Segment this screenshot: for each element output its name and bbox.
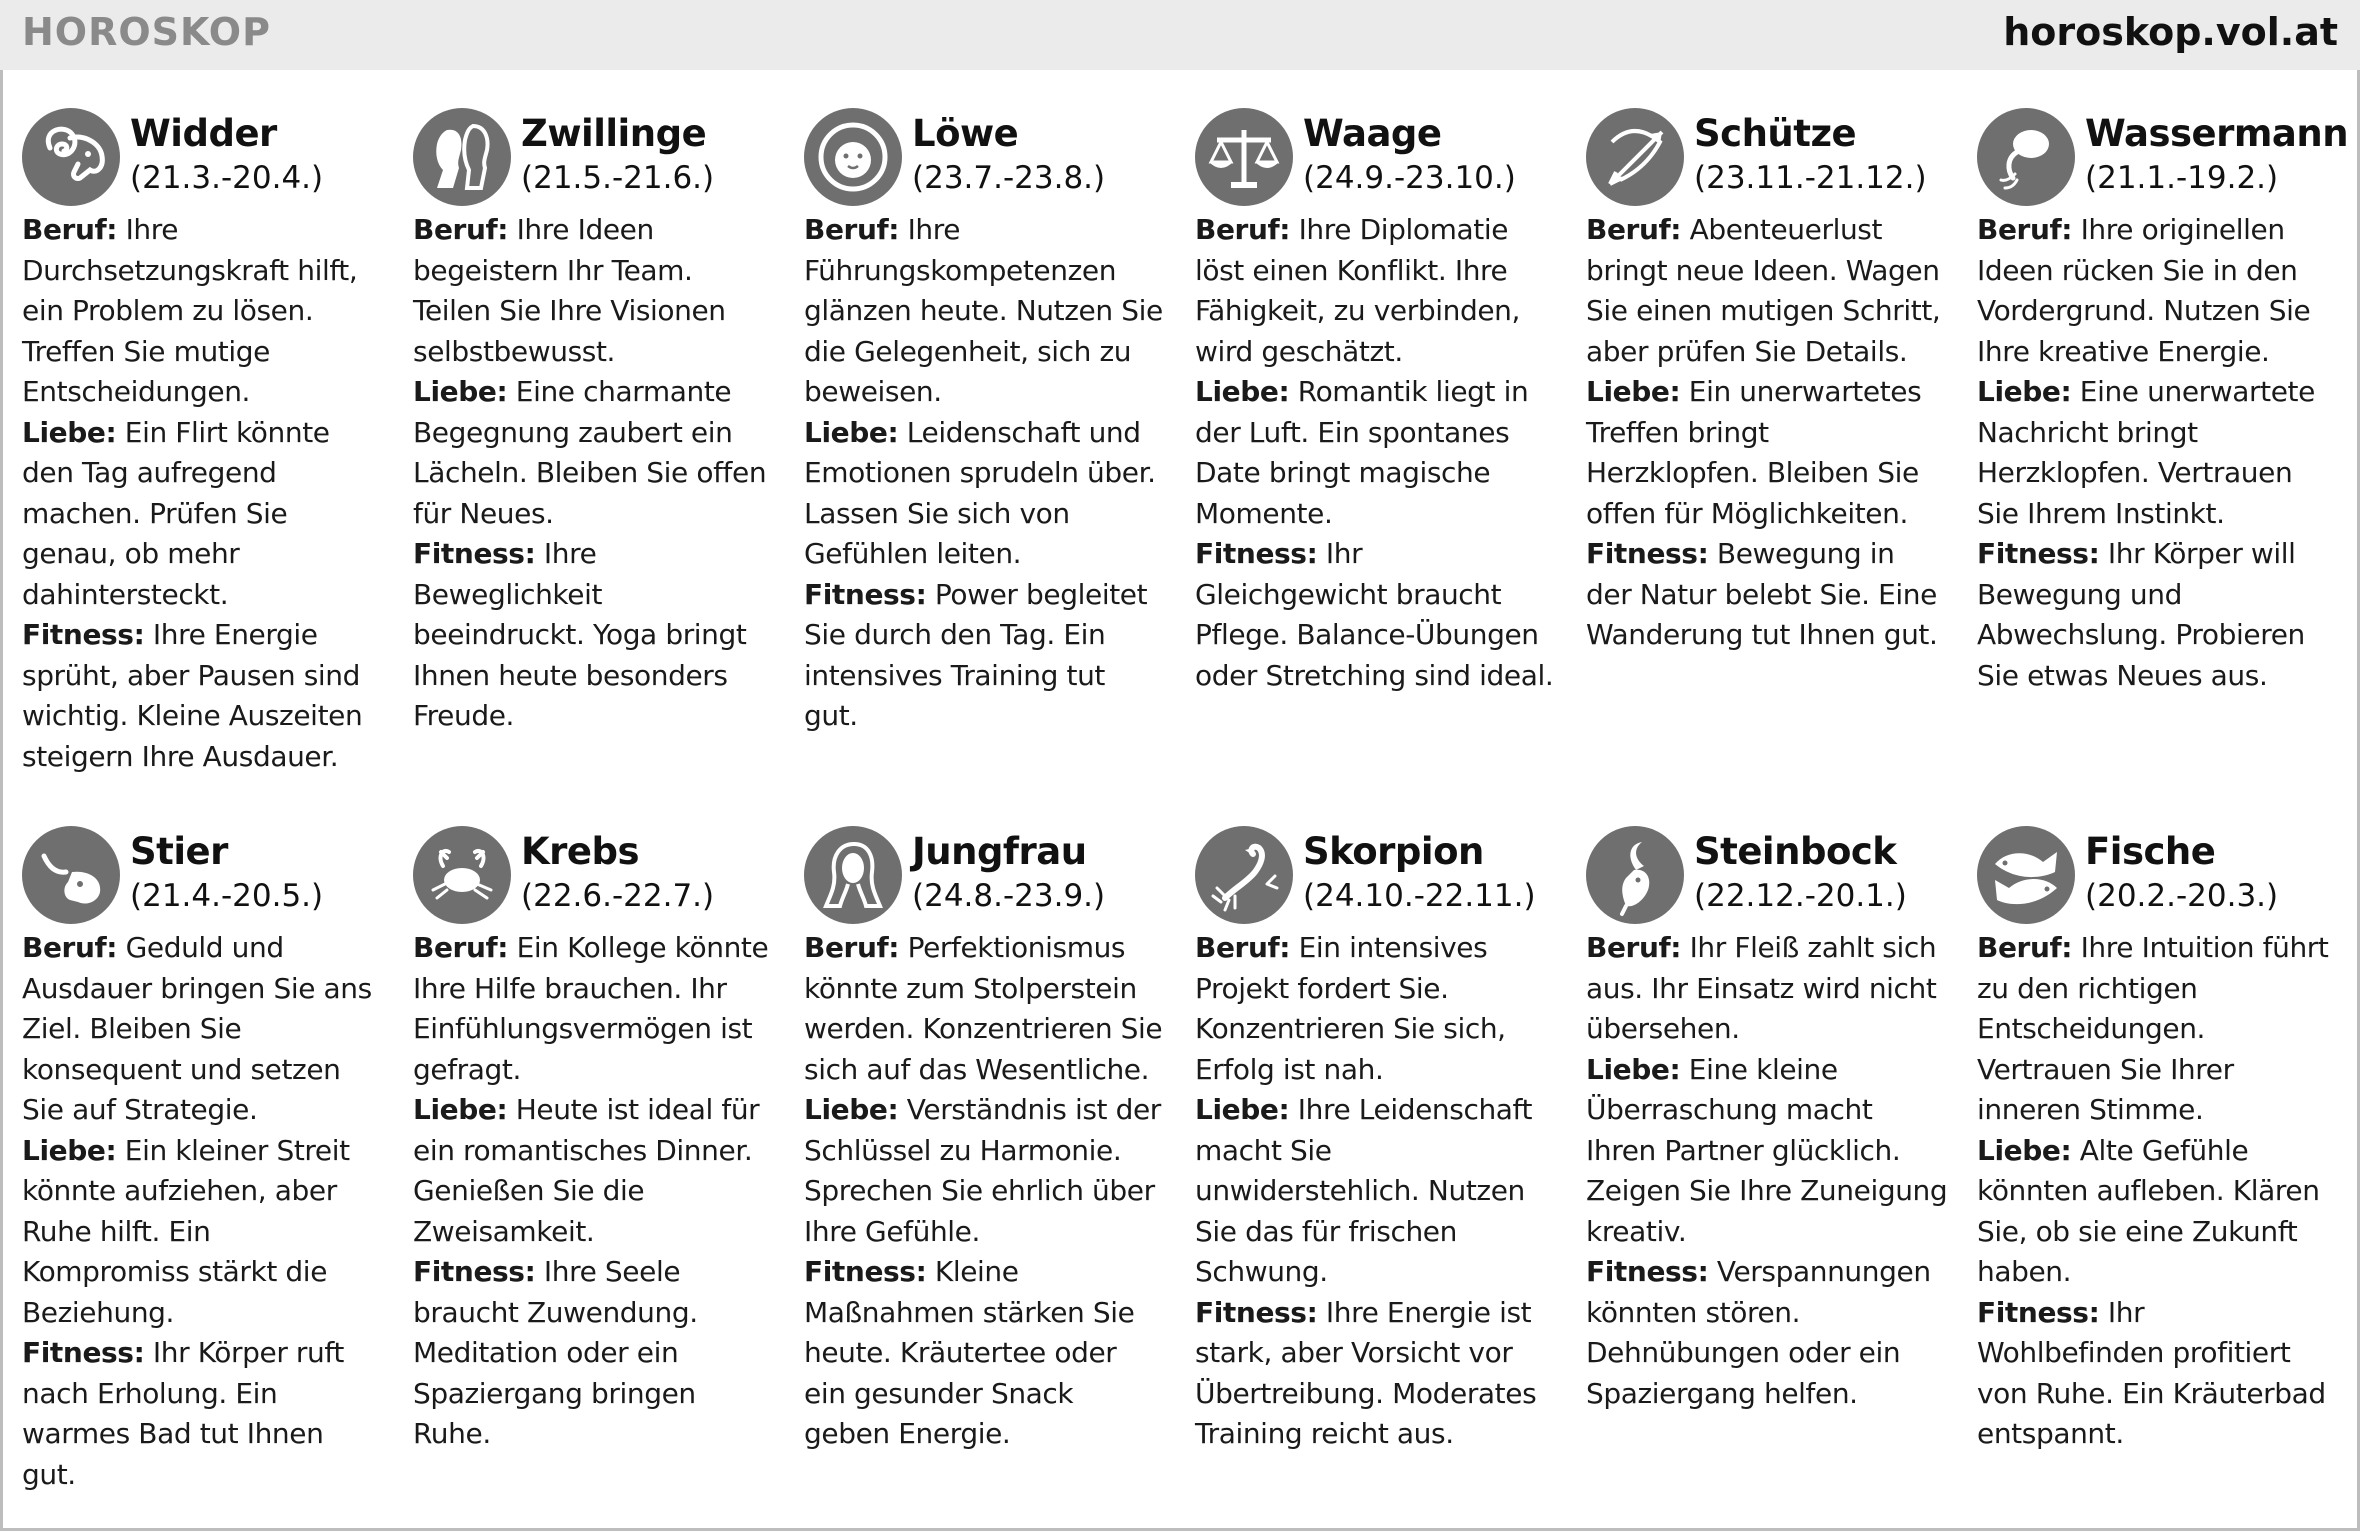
- beruf-label: Beruf:: [804, 931, 900, 964]
- fitness-text: Ihre Energie sprüht, aber Pausen sind wichtig. Kleine Auszeiten steigern Ihre Ausdauer.: [22, 618, 363, 773]
- beruf-label: Beruf:: [413, 213, 509, 246]
- liebe-text: Leidenschaft und Emotionen sprudeln über. Lassen Sie sich von Gefühlen leiten.: [804, 415, 1156, 570]
- beruf-text: Ihre Durchsetzungskraft hilft, ein Problem zu lösen. Treffen Sie mutige Entscheidungen.: [22, 213, 358, 408]
- liebe-text: Alte Gefühle könnten aufleben. Klären Sie, ob sie eine Zukunft haben.: [1977, 1133, 2320, 1288]
- lion-icon: [804, 108, 902, 206]
- sign-name: Zwillinge: [521, 112, 707, 155]
- beruf-text: Ihr Fleiß zahlt sich aus. Ihr Einsatz wird nicht übersehen.: [1586, 931, 1937, 1045]
- sign-text: [804, 210, 1166, 737]
- sign-text: [1195, 210, 1557, 696]
- sign-text: [1586, 210, 1948, 656]
- liebe-text: Ein kleiner Streit könnte aufziehen, aber Ruhe hilft. Ein Kompromiss stärkt die Beziehung.: [22, 1133, 350, 1329]
- fitness-label: Fitness:: [1586, 537, 1709, 570]
- sign-jungfrau: [804, 826, 1166, 1455]
- sign-zwillinge: [413, 108, 775, 737]
- beruf-label: Beruf:: [1977, 931, 2073, 964]
- header-title: HOROSKOP: [22, 10, 271, 54]
- sign-wassermann: [1977, 108, 2349, 696]
- liebe-label: Liebe:: [1977, 375, 2072, 408]
- sign-name: Stier: [130, 830, 228, 873]
- liebe-label: Liebe:: [22, 1133, 117, 1167]
- beruf-label: Beruf:: [1977, 213, 2073, 246]
- liebe-text: Ein unerwartetes Treffen bringt Herzklopfen. Bleiben Sie offen für Möglichkeiten.: [1586, 375, 1922, 530]
- beruf-label: Beruf:: [1586, 213, 1682, 246]
- fitness-label: Fitness:: [1195, 537, 1318, 570]
- sign-dates: (23.7.-23.8.): [912, 160, 1106, 196]
- fitness-text: Ihr Gleichgewicht braucht Pflege. Balance-Übungen oder Stretching sind ideal.: [1195, 537, 1554, 692]
- liebe-label: Liebe:: [413, 1093, 508, 1126]
- sign-name: Widder: [130, 112, 277, 155]
- fish-icon: [1977, 826, 2075, 924]
- fitness-label: Fitness:: [804, 577, 927, 611]
- beruf-text: Perfektionismus könnte zum Stolperstein werden. Konzentrieren Sie sich auf das Wesentliche.: [804, 931, 1163, 1086]
- liebe-label: Liebe:: [1195, 375, 1290, 408]
- horoscope-grid: [22, 108, 2349, 1508]
- sign-text: [1195, 928, 1557, 1455]
- maiden-icon: [804, 826, 902, 924]
- beruf-text: Geduld und Ausdauer bringen Sie ans Ziel. Bleiben Sie konsequent und setzen Sie auf Strategie.: [22, 931, 372, 1126]
- fitness-text: Ihr Wohlbefinden profitiert von Ruhe. Ein Kräuterbad entspannt.: [1977, 1295, 2326, 1450]
- sign-loewe: [804, 108, 1166, 737]
- beruf-label: Beruf:: [1586, 931, 1682, 964]
- fitness-text: Ihre Seele braucht Zuwendung. Meditation oder ein Spaziergang bringen Ruhe.: [413, 1255, 698, 1450]
- sign-krebs: [413, 826, 775, 1455]
- sign-dates: (24.9.-23.10.): [1303, 160, 1516, 196]
- scorpion-icon: [1195, 826, 1293, 924]
- beruf-label: Beruf:: [1195, 931, 1291, 964]
- sign-dates: (24.8.-23.9.): [912, 878, 1106, 914]
- sign-dates: (21.4.-20.5.): [130, 878, 324, 914]
- fitness-label: Fitness:: [1977, 537, 2100, 570]
- beruf-text: Abenteuerlust bringt neue Ideen. Wagen Sie einen mutigen Schritt, aber prüfen Sie Details.: [1586, 213, 1941, 368]
- fitness-label: Fitness:: [22, 618, 145, 651]
- ram-icon: [22, 108, 120, 206]
- beruf-text: Ihre Intuition führt zu den richtigen Entscheidungen. Vertrauen Sie Ihrer inneren Stimme.: [1977, 931, 2329, 1126]
- fitness-text: Power begleitet Sie durch den Tag. Ein intensives Training tut gut.: [804, 577, 1148, 732]
- sign-dates: (21.3.-20.4.): [130, 160, 324, 196]
- liebe-text: Eine unerwartete Nachricht bringt Herzklopfen. Vertrauen Sie Ihrem Instinkt.: [1977, 375, 2315, 530]
- bull-icon: [22, 826, 120, 924]
- beruf-text: Ein Kollege könnte Ihre Hilfe brauchen. Ihr Einfühlungsvermögen ist gefragt.: [413, 931, 769, 1086]
- liebe-text: Ihre Leidenschaft macht Sie unwiderstehlich. Nutzen Sie das für frischen Schwung.: [1195, 1093, 1533, 1288]
- fitness-label: Fitness:: [1195, 1295, 1318, 1329]
- sign-schuetze: [1586, 108, 1948, 656]
- sign-text: [804, 928, 1166, 1455]
- sign-widder: [22, 108, 384, 777]
- fitness-text: Ihr Körper will Bewegung und Abwechslung. Probieren Sie etwas Neues aus.: [1977, 537, 2305, 692]
- sign-stier: [22, 826, 384, 1495]
- sign-name: Löwe: [912, 112, 1019, 155]
- beruf-label: Beruf:: [22, 931, 118, 964]
- sign-name: Fische: [2085, 830, 2216, 873]
- sign-fische: [1977, 826, 2339, 1455]
- sign-dates: (21.1.-19.2.): [2085, 160, 2279, 196]
- liebe-text: Romantik liegt in der Luft. Ein spontanes Date bringt magische Momente.: [1195, 375, 1529, 530]
- beruf-label: Beruf:: [22, 213, 118, 246]
- beruf-text: Ihre Diplomatie löst einen Konflikt. Ihre Fähigkeit, zu verbinden, wird geschätzt.: [1195, 213, 1520, 368]
- sign-name: Wassermann: [2085, 112, 2349, 155]
- beruf-label: Beruf:: [1195, 213, 1291, 246]
- sign-name: Waage: [1303, 112, 1442, 155]
- liebe-label: Liebe:: [413, 375, 508, 408]
- liebe-text: Eine kleine Überraschung macht Ihren Partner glücklich. Zeigen Sie Ihre Zuneigung kreativ.: [1586, 1052, 1948, 1248]
- liebe-label: Liebe:: [1977, 1133, 2072, 1167]
- liebe-label: Liebe:: [1195, 1093, 1290, 1126]
- sign-dates: (20.2.-20.3.): [2085, 878, 2279, 914]
- beruf-text: Ihre Ideen begeistern Ihr Team. Teilen Sie Ihre Visionen selbstbewusst.: [413, 213, 726, 368]
- fitness-label: Fitness:: [1586, 1255, 1709, 1288]
- beruf-label: Beruf:: [804, 213, 900, 246]
- sign-dates: (24.10.-22.11.): [1303, 878, 1536, 914]
- fitness-text: Kleine Maßnahmen stärken Sie heute. Kräutertee oder ein gesunder Snack geben Energie.: [804, 1255, 1135, 1450]
- crab-icon: [413, 826, 511, 924]
- goat-icon: [1586, 826, 1684, 924]
- beruf-label: Beruf:: [413, 931, 509, 964]
- liebe-label: Liebe:: [804, 1093, 899, 1126]
- header-bar: [0, 0, 2360, 70]
- sign-text: [1586, 928, 1948, 1414]
- sign-name: Schütze: [1694, 112, 1857, 155]
- sign-text: [22, 210, 384, 777]
- sign-text: [22, 928, 384, 1495]
- liebe-label: Liebe:: [804, 415, 899, 449]
- sign-dates: (22.12.-20.1.): [1694, 878, 1907, 914]
- fitness-text: Ihr Körper ruft nach Erholung. Ein warmes Bad tut Ihnen gut.: [22, 1336, 344, 1491]
- sign-name: Krebs: [521, 830, 640, 873]
- sign-dates: (23.11.-21.12.): [1694, 160, 1927, 196]
- fitness-text: Bewegung in der Natur belebt Sie. Eine Wanderung tut Ihnen gut.: [1586, 537, 1938, 651]
- fitness-text: Verspannungen könnten stören. Dehnübungen oder ein Spaziergang helfen.: [1586, 1255, 1931, 1410]
- sign-text: [413, 210, 775, 737]
- fitness-label: Fitness:: [22, 1336, 145, 1369]
- twins-icon: [413, 108, 511, 206]
- sign-dates: (22.6.-22.7.): [521, 878, 715, 914]
- sign-name: Skorpion: [1303, 830, 1484, 873]
- sign-name: Jungfrau: [912, 830, 1087, 873]
- beruf-text: Ihre originellen Ideen rücken Sie in den Vordergrund. Nutzen Sie Ihre kreative Energie.: [1977, 213, 2311, 368]
- liebe-label: Liebe:: [22, 415, 117, 449]
- sign-waage: [1195, 108, 1557, 696]
- sign-text: [1977, 928, 2339, 1455]
- sign-text: [413, 928, 775, 1455]
- fitness-text: Ihre Energie ist stark, aber Vorsicht vor Übertreibung. Moderates Training reicht aus.: [1195, 1295, 1537, 1450]
- liebe-label: Liebe:: [1586, 1052, 1681, 1086]
- header-url[interactable]: horoskop.vol.at: [2003, 10, 2338, 54]
- sign-steinbock: [1586, 826, 1948, 1414]
- liebe-label: Liebe:: [1586, 375, 1681, 408]
- sign-skorpion: [1195, 826, 1557, 1455]
- water-bearer-icon: [1977, 108, 2075, 206]
- beruf-text: Ihre Führungskompetenzen glänzen heute. Nutzen Sie die Gelegenheit, sich zu beweisen.: [804, 213, 1163, 408]
- scales-icon: [1195, 108, 1293, 206]
- beruf-text: Ein intensives Projekt fordert Sie. Konzentrieren Sie sich, Erfolg ist nah.: [1195, 931, 1506, 1086]
- liebe-text: Verständnis ist der Schlüssel zu Harmonie. Sprechen Sie ehrlich über Ihre Gefühle.: [804, 1093, 1161, 1248]
- fitness-label: Fitness:: [1977, 1295, 2100, 1329]
- liebe-text: Eine charmante Begegnung zaubert ein Lächeln. Bleiben Sie offen für Neues.: [413, 375, 767, 530]
- sign-text: [1977, 210, 2339, 696]
- liebe-text: Heute ist ideal für ein romantisches Dinner. Genießen Sie die Zweisamkeit.: [413, 1093, 760, 1248]
- fitness-text: Ihre Beweglichkeit beeindruckt. Yoga bringt Ihnen heute besonders Freude.: [413, 537, 747, 732]
- fitness-label: Fitness:: [413, 1255, 536, 1288]
- sign-dates: (21.5.-21.6.): [521, 160, 715, 196]
- liebe-text: Ein Flirt könnte den Tag aufregend machen. Prüfen Sie genau, ob mehr dahintersteckt.: [22, 415, 330, 611]
- bow-arrow-icon: [1586, 108, 1684, 206]
- fitness-label: Fitness:: [804, 1255, 927, 1288]
- sign-name: Steinbock: [1694, 830, 1897, 873]
- fitness-label: Fitness:: [413, 537, 536, 570]
